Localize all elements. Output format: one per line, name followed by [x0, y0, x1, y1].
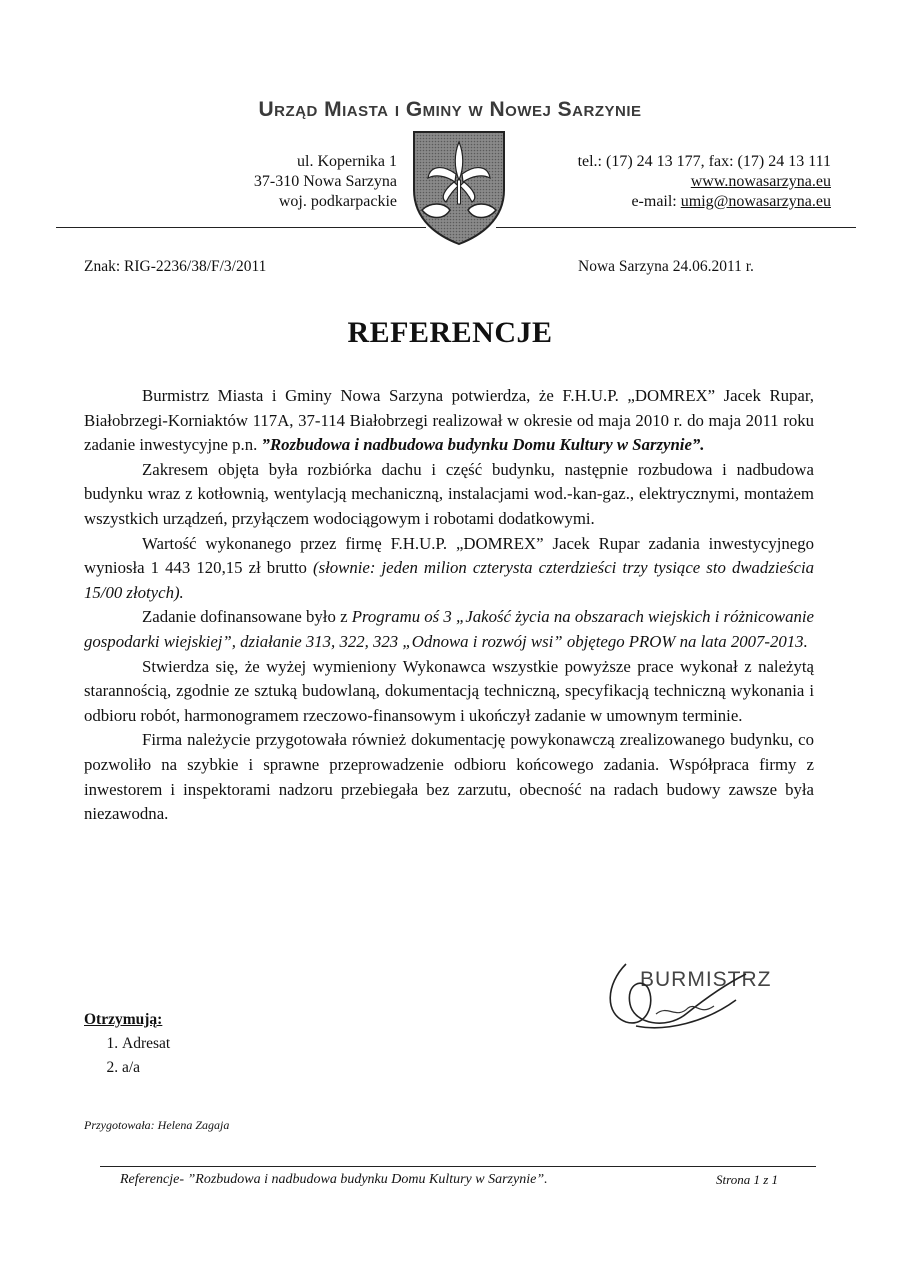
paragraph: Firma należycie przygotowała również dokumentację powykonawczą zrealizowanego budynku, co pozwoliło na szybkie i sprawne przeprowadzenie odbioru końcowego zadania. Współpraca firmy z inwestorem i inspektorami nadzoru przebiegała bez zarzutu, obecność na radach budowy zawsze była niezawodna. [84, 730, 814, 824]
address-region: woj. podkarpackie [278, 193, 397, 210]
place-and-date: Nowa Sarzyna 24.06.2011 r. [578, 258, 754, 275]
document-title: REFERENCJE [347, 316, 553, 349]
paragraph-text: Zadanie dofinansowane było z [142, 607, 352, 627]
coat-of-arms-icon [410, 128, 508, 246]
paragraph: Zakresem objęta była rozbiórka dachu i część budynku, następnie rozbudowa i nadbudowa budynku wraz z kotłownią, wentylacją mechaniczną, instalacjami wod.-kan-gaz., elektrycznymi, montażem wszystkich urządzeń, przyłączem wodociągowym i robotami dodatkowymi. [84, 459, 814, 528]
mayor-stamp: BURMISTRZ [640, 968, 772, 991]
footer-rule [100, 1166, 816, 1167]
address-street: ul. Kopernika 1 [297, 153, 397, 170]
email-line [520, 192, 831, 212]
reference-number: Znak: RIG-2236/38/F/3/2011 [84, 258, 267, 275]
letter-body [84, 384, 814, 827]
header-rule-right [496, 227, 856, 228]
paragraph: Stwierdza się, że wyżej wymieniony Wykonawca wszystkie powyższe prace wykonał z należytą starannością, zgodnie ze sztuką budowlaną, dokumentacją techniczną, specyfikacją techniczną wykonania i odbioru robót, harmonogramem rzeczowo-finansowym i ukończył zadanie w umownym terminie. [84, 656, 814, 725]
email-label: e-mail: [631, 193, 681, 210]
funding-programme: Programu oś 3 „Jakość życia na obszarach wiejskich i różnicowanie gospodarki wiejskiej”, działanie 313, 322, 323 „Odnowa i rozwój wsi” objętego PROW na lata 2007-2013. [84, 607, 814, 651]
footer-title: Referencje- ”Rozbudowa i nadbudowa budynku Domu Kultury w Sarzynie”. [120, 1172, 548, 1187]
paragraph [84, 384, 814, 458]
prepared-by: Przygotowała: Helena Zagaja [84, 1118, 230, 1132]
recipients-heading: Otrzymują: [84, 1011, 163, 1028]
signature-icon [596, 944, 766, 1044]
page-number: Strona 1 z 1 [716, 1172, 778, 1187]
list-item: 1. Adresat [122, 1032, 170, 1056]
office-address [200, 152, 397, 212]
phone-fax: tel.: (17) 24 13 177, fax: (17) 24 13 111 [577, 153, 831, 170]
office-contact [520, 152, 831, 212]
list-item: 2. a/a [122, 1056, 170, 1080]
header-rule-left [56, 227, 426, 228]
recipients-list [84, 1032, 170, 1080]
amount-in-words: (słownie: jeden milion czterysta czterdzieści trzy tysiące sto dwadzieścia 15/00 złotych). [84, 558, 814, 602]
recipients [84, 1008, 170, 1080]
paragraph [84, 532, 814, 606]
paragraph-text: Burmistrz Miasta i Gminy Nowa Sarzyna potwierdza, że F.H.U.P. „DOMREX” Jacek Rupar, Białobrzegi-Korniaktów 117A, 37-114 Białobrzegi realizował w okresie od maja 2010 r. do maja 2011 roku zadanie inwestycyjne p.n. [84, 386, 814, 455]
email-link[interactable]: umig@nowasarzyna.eu [680, 193, 831, 210]
paragraph [84, 605, 814, 654]
paragraph-text: Wartość wykonanego przez firmę F.H.U.P. „DOMREX” Jacek Rupar zadania inwestycyjnego wyniosła 1 443 120,15 zł brutto [84, 533, 814, 578]
address-city: 37-310 Nowa Sarzyna [253, 173, 397, 190]
project-name: ”Rozbudowa i nadbudowa budynku Domu Kultury w Sarzynie”. [261, 435, 705, 455]
website-link[interactable]: www.nowasarzyna.eu [690, 173, 831, 190]
office-name: Urząd Miasta i Gminy w Nowej Sarzynie [258, 98, 642, 121]
